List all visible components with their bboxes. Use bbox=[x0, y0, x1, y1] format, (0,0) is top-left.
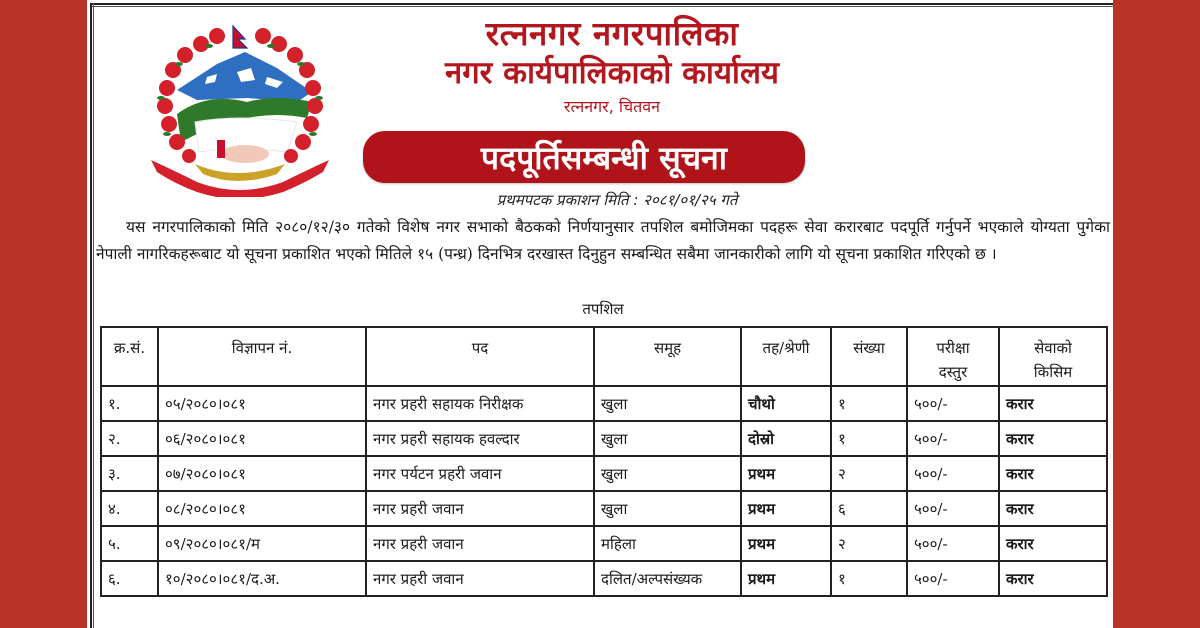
cell-service-type: करार bbox=[999, 561, 1107, 596]
cell-serial: ६. bbox=[101, 561, 158, 596]
cell-post: नगर प्रहरी सहायक हवल्दार bbox=[366, 421, 594, 456]
cell-count: ६ bbox=[831, 491, 907, 526]
table-row bbox=[101, 421, 1107, 456]
cell-level: प्रथम bbox=[741, 561, 831, 596]
office-address: रत्ननगर, चितवन bbox=[563, 97, 661, 116]
vacancy-table bbox=[100, 326, 1108, 597]
cell-ad-number: ०८/२०८०।०८१ bbox=[158, 491, 366, 526]
cell-group: दलित/अल्पसंख्यक bbox=[594, 561, 741, 596]
cell-ad-number: १०/२०८०।०८१/द.अ. bbox=[158, 561, 366, 596]
cell-post: नगर प्रहरी जवान bbox=[366, 491, 594, 526]
cell-level: दोस्रो bbox=[741, 421, 831, 456]
notice-banner-title: पदपूर्तिसम्बन्धी सूचना bbox=[480, 138, 728, 177]
table-row bbox=[101, 386, 1107, 421]
notice-paragraph: यस नगरपालिकाको मिति २०८०/१२/३० गतेको विशेष नगर सभाको बैठकको निर्णयानुसार तपशिल बमोजिमका पदहरू सेवा करारबाट पदपूर्ति गर्नुपर्ने भएकाले योग्यता पुगेका नेपाली नागरिकहरूबाट यो सूचना प्रकाशित भएको मितिले १५ (पन्ध्र) दिनभित्र दरखास्त दिनुहुन सम्बन्धित सबैमा जानकारीको लागि यो सूचना प्रकाशित गरिएको छ । bbox=[96, 218, 1110, 263]
cell-ad-number: ०७/२०८०।०८१ bbox=[158, 456, 366, 491]
col-header-post: पद bbox=[366, 327, 594, 386]
cell-exam-fee: ५००/- bbox=[907, 421, 999, 456]
cell-count: १ bbox=[831, 386, 907, 421]
col-header-exam-fee: परीक्षा दस्तुर bbox=[907, 327, 999, 386]
cell-serial: १. bbox=[101, 386, 158, 421]
cell-ad-number: ०६/२०८०।०८१ bbox=[158, 421, 366, 456]
cell-level: चौथो bbox=[741, 386, 831, 421]
col-header-level: तह/श्रेणी bbox=[741, 327, 831, 386]
cell-exam-fee: ५००/- bbox=[907, 456, 999, 491]
cell-ad-number: ०५/२०८०।०८१ bbox=[158, 386, 366, 421]
cell-ad-number: ०९/२०८०।०८१/म bbox=[158, 526, 366, 561]
cell-group: महिला bbox=[594, 526, 741, 561]
notice-page bbox=[87, 0, 1113, 628]
cell-count: १ bbox=[831, 561, 907, 596]
cell-count: २ bbox=[831, 456, 907, 491]
cell-service-type: करार bbox=[999, 491, 1107, 526]
table-row bbox=[101, 526, 1107, 561]
cell-group: खुला bbox=[594, 491, 741, 526]
municipality-title: रत्ननगर नगरपालिका bbox=[485, 14, 739, 53]
cell-service-type: करार bbox=[999, 456, 1107, 491]
cell-group: खुला bbox=[594, 421, 741, 456]
nepal-coat-of-arms-icon bbox=[137, 22, 342, 197]
cell-exam-fee: ५००/- bbox=[907, 491, 999, 526]
col-header-count: संख्या bbox=[831, 327, 907, 386]
cell-service-type: करार bbox=[999, 526, 1107, 561]
col-header-serial: क्र.सं. bbox=[101, 327, 158, 386]
page-border-top bbox=[90, 3, 1113, 7]
cell-group: खुला bbox=[594, 456, 741, 491]
col-header-ad-number: विज्ञापन नं. bbox=[158, 327, 366, 386]
cell-level: प्रथम bbox=[741, 491, 831, 526]
cell-exam-fee: ५००/- bbox=[907, 386, 999, 421]
col-header-group: समूह bbox=[594, 327, 741, 386]
cell-exam-fee: ५००/- bbox=[907, 561, 999, 596]
cell-serial: ५. bbox=[101, 526, 158, 561]
table-caption: तपशिल bbox=[582, 300, 624, 318]
table-header-row bbox=[101, 327, 1107, 386]
page-border-left bbox=[90, 3, 94, 628]
cell-serial: ४. bbox=[101, 491, 158, 526]
office-title: नगर कार्यपालिकाको कार्यालय bbox=[445, 55, 779, 91]
table-row bbox=[101, 561, 1107, 596]
cell-exam-fee: ५००/- bbox=[907, 526, 999, 561]
notice-banner bbox=[363, 131, 805, 183]
cell-count: २ bbox=[831, 526, 907, 561]
publication-date: प्रथमपटक प्रकाशन मिति : २०८१/०१/२५ गते bbox=[496, 191, 738, 209]
cell-serial: २. bbox=[101, 421, 158, 456]
cell-post: नगर प्रहरी जवान bbox=[366, 561, 594, 596]
right-red-band bbox=[1113, 0, 1200, 628]
cell-level: प्रथम bbox=[741, 456, 831, 491]
table-row bbox=[101, 456, 1107, 491]
cell-service-type: करार bbox=[999, 421, 1107, 456]
cell-post: नगर पर्यटन प्रहरी जवान bbox=[366, 456, 594, 491]
cell-post: नगर प्रहरी सहायक निरीक्षक bbox=[366, 386, 594, 421]
table-row bbox=[101, 491, 1107, 526]
col-header-service-type: सेवाको किसिम bbox=[999, 327, 1107, 386]
cell-count: १ bbox=[831, 421, 907, 456]
cell-service-type: करार bbox=[999, 386, 1107, 421]
cell-group: खुला bbox=[594, 386, 741, 421]
cell-level: प्रथम bbox=[741, 526, 831, 561]
cell-serial: ३. bbox=[101, 456, 158, 491]
left-red-band bbox=[0, 0, 87, 628]
cell-post: नगर प्रहरी जवान bbox=[366, 526, 594, 561]
